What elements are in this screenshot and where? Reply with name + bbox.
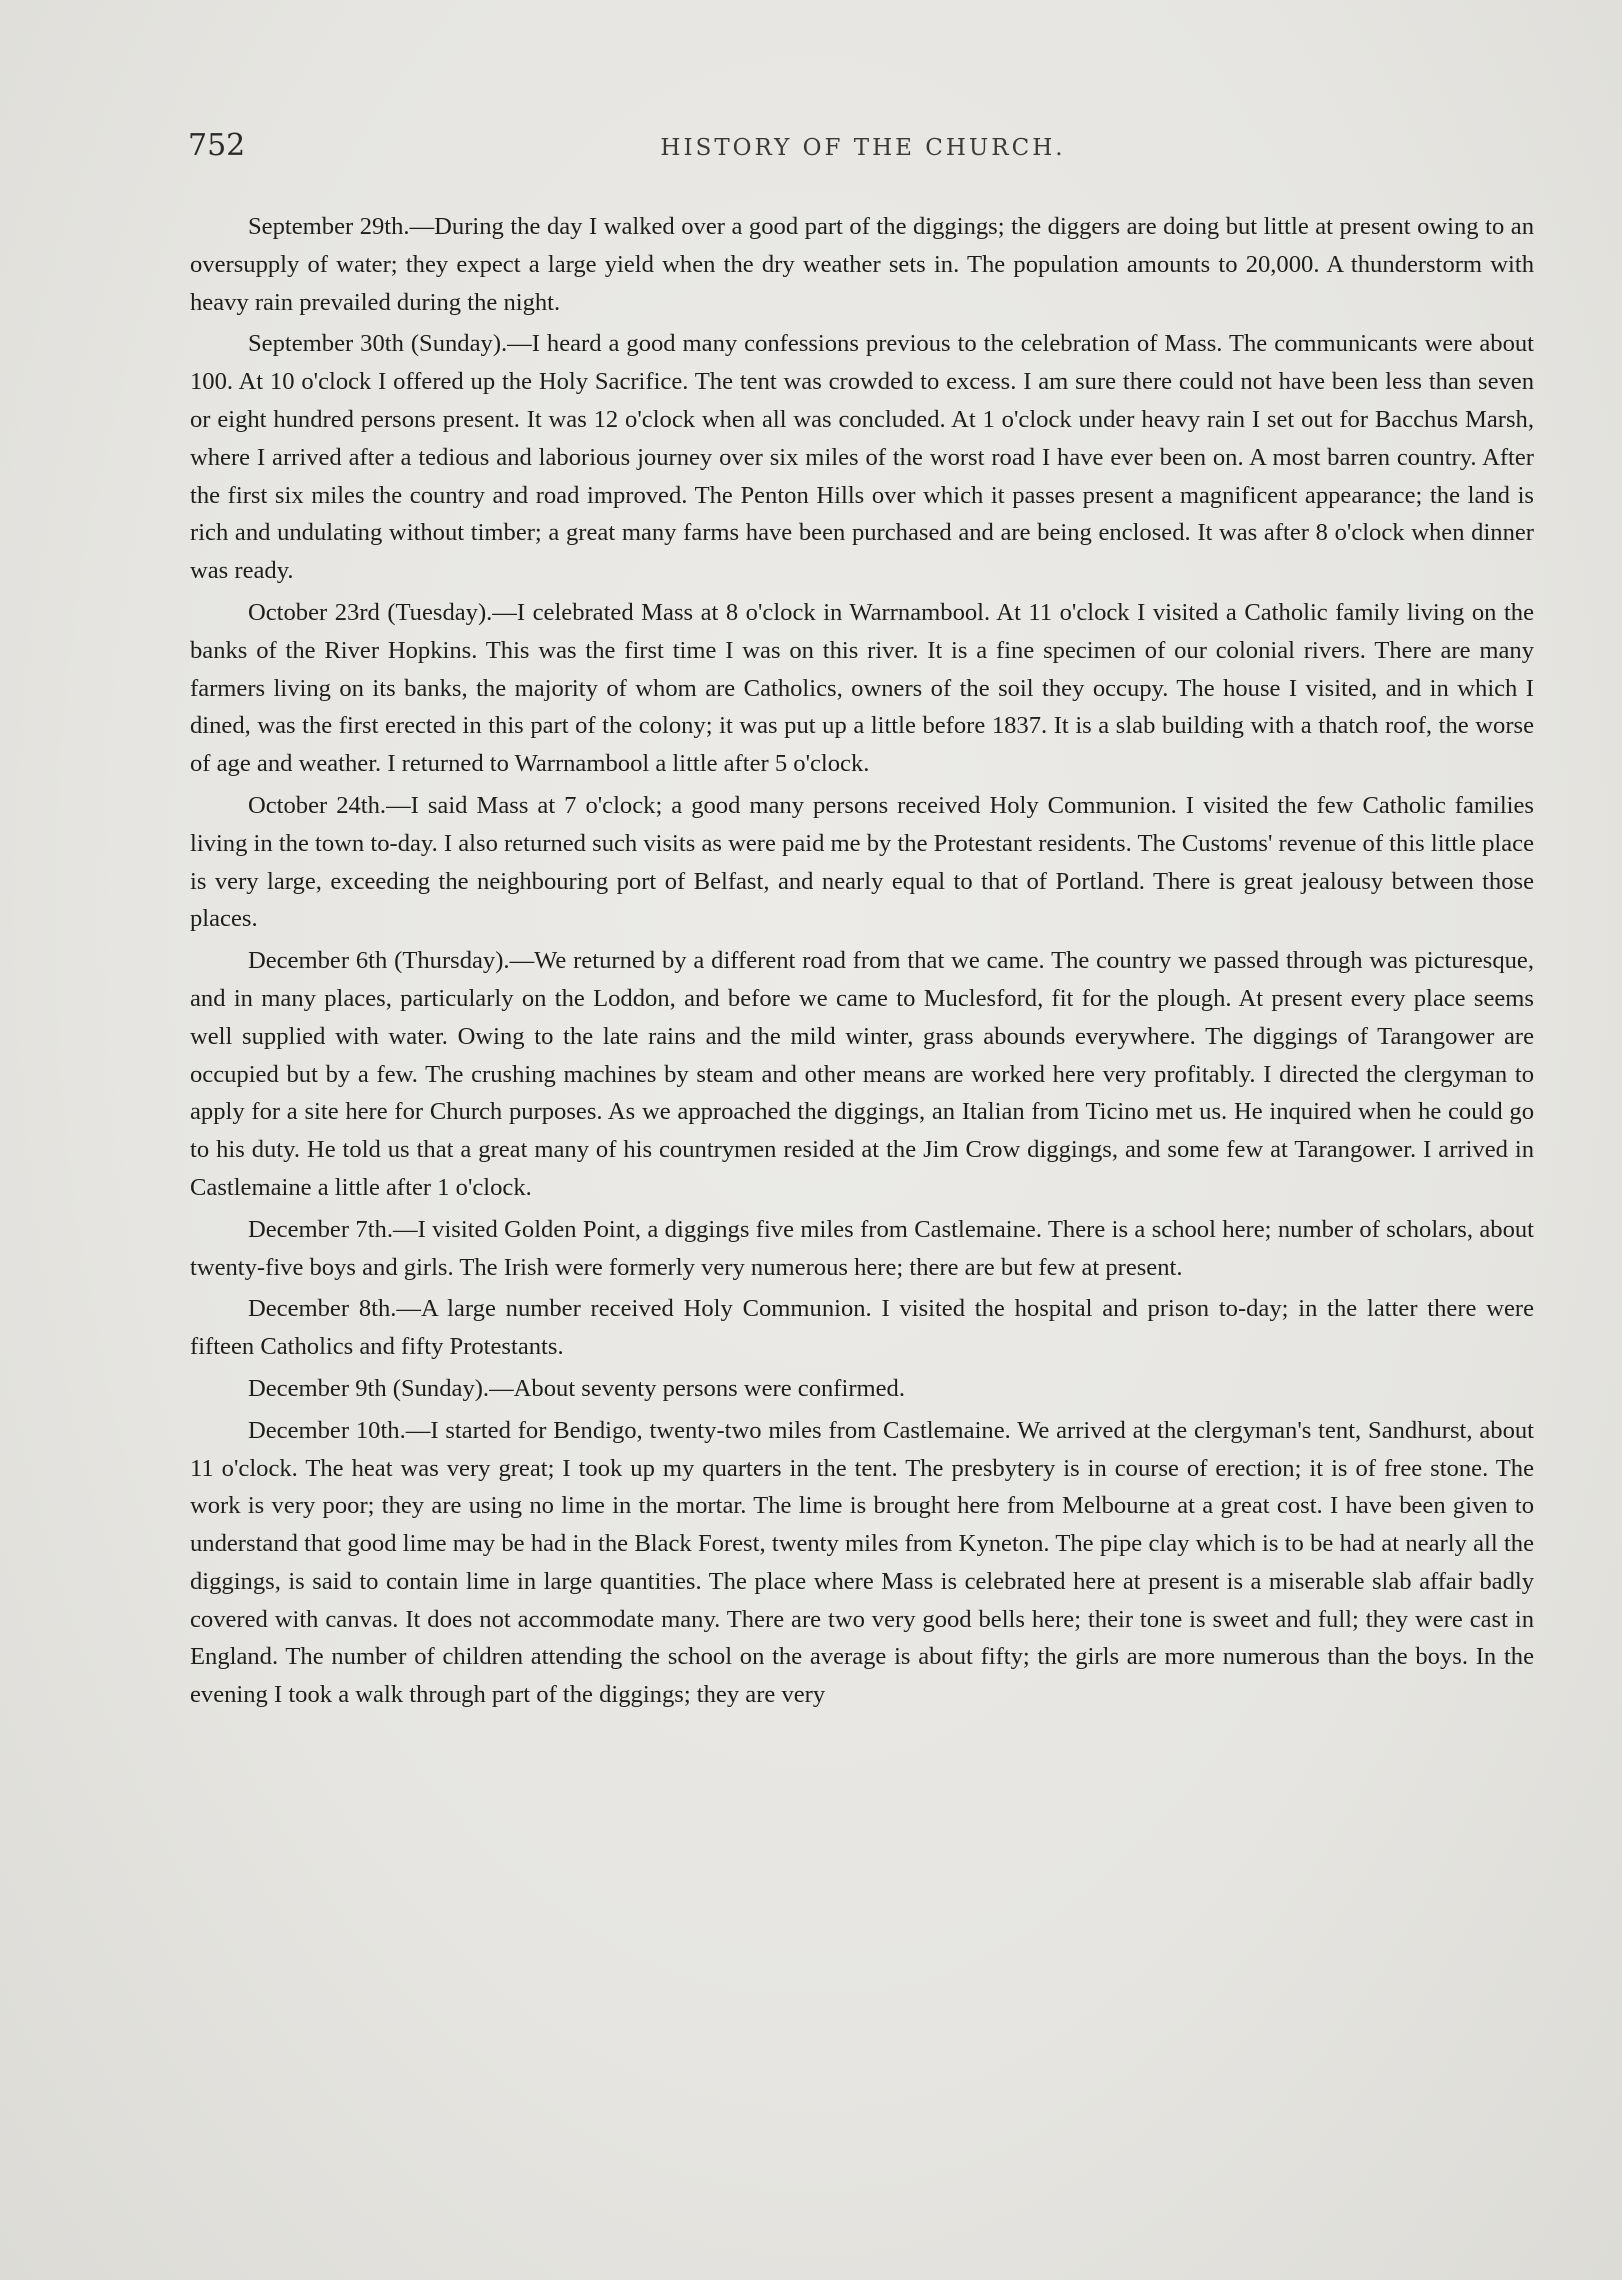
paragraph-sept-29: September 29th.—During the day I walked over a good part of the diggings; the diggers are doing but little at present owing to an oversupply of water; they expect a large yield when the dry weather sets in. The population amounts to 20,000. A thunderstorm with heavy rain prevailed during the night. [190,213,1534,316]
paragraph-dec-9: December 9th (Sunday).—About seventy persons were confirmed. [248,1374,906,1402]
paragraph-dec-10: December 10th.—I started for Bendigo, twenty-two miles from Castlemaine. We arrived at the clergyman's tent, Sandhurst, about 11 o'clock. The heat was very great; I took up my quarters in the tent. The presbytery is in course of erection; it is of free stone. The work is very poor; they are using no lime in the mortar. The lime is brought here from Melbourne at a great cost. I have been given to understand that good lime may be had in the Black Forest, twenty miles from Kyneton. The pipe clay which is to be had at nearly all the diggings, is said to contain lime in large quantities. The place where Mass is celebrated here at present is a miserable slab affair badly covered with canvas. It does not accommodate many. There are two very good bells here; their tone is sweet and full; they were cast in England. The number of children attending the school on the average is about fifty; the girls are more numerous than the boys. In the evening I took a walk through part of the diggings; they are very [190,1416,1534,1709]
paragraph-dec-7: December 7th.—I visited Golden Point, a diggings five miles from Castlemaine. There is a school here; number of scholars, about twenty-five boys and girls. The Irish were formerly very numerous here; there are but few at present. [190,1215,1534,1281]
body-text [190,208,1534,1718]
paragraph-oct-24: October 24th.—I said Mass at 7 o'clock; a good many persons received Holy Communion. I visited the few Catholic families living in the town to-day. I also returned such visits as were paid me by the Protestant residents. The Customs' revenue of this little place is very large, exceeding the neighbouring port of Belfast, and nearly equal to that of Portland. There is great jealousy between those places. [190,791,1534,933]
page-number: 752 [188,128,246,163]
paragraph-oct-23: October 23rd (Tuesday).—I celebrated Mass at 8 o'clock in Warrnambool. At 11 o'clock I visited a Catholic family living on the banks of the River Hopkins. This was the first time I was on this river. It is a fine specimen of our colonial rivers. There are many farmers living on its banks, the majority of whom are Catholics, owners of the soil they occupy. The house I visited, and in which I dined, was the first erected in this part of the colony; it was put up a little before 1837. It is a slab building with a thatch roof, the worse of age and weather. I returned to Warrnambool a little after 5 o'clock. [190,598,1534,778]
paragraph-sept-30: September 30th (Sunday).—I heard a good many confessions previous to the celebration of Mass. The communicants were about 100. At 10 o'clock I offered up the Holy Sacrifice. The tent was crowded to excess. I am sure there could not have been less than seven or eight hundred persons present. It was 12 o'clock when all was concluded. At 1 o'clock under heavy rain I set out for Bacchus Marsh, where I arrived after a tedious and laborious journey over six miles of the worst road I have ever been on. A most barren country. After the first six miles the country and road improved. The Penton Hills over which it passes present a magnificent appearance; the land is rich and undulating without timber; a great many farms have been purchased and are being enclosed. It was after 8 o'clock when dinner was ready. [190,330,1534,585]
paragraph-dec-6: December 6th (Thursday).—We returned by a different road from that we came. The country we passed through was picturesque, and in many places, particularly on the Loddon, and before we came to Muclesford, fit for the plough. At present every place seems well supplied with water. Owing to the late rains and the mild winter, grass abounds everywhere. The diggings of Tarangower are occupied but by a few. The crushing machines by steam and other means are worked here very profitably. I directed the clergyman to apply for a site here for Church purposes. As we approached the diggings, an Italian from Ticino met us. He inquired when he could go to his duty. He told us that a great many of his countrymen resided at the Jim Crow diggings, and some few at Tarangower. I arrived in Castlemaine a little after 1 o'clock. [190,947,1534,1201]
paragraph-dec-8: December 8th.—A large number received Holy Communion. I visited the hospital and prison to-day; in the latter there were fifteen Catholics and fifty Protestants. [190,1295,1534,1361]
page-header [188,128,1538,168]
running-title: HISTORY OF THE CHURCH. [660,135,1066,161]
